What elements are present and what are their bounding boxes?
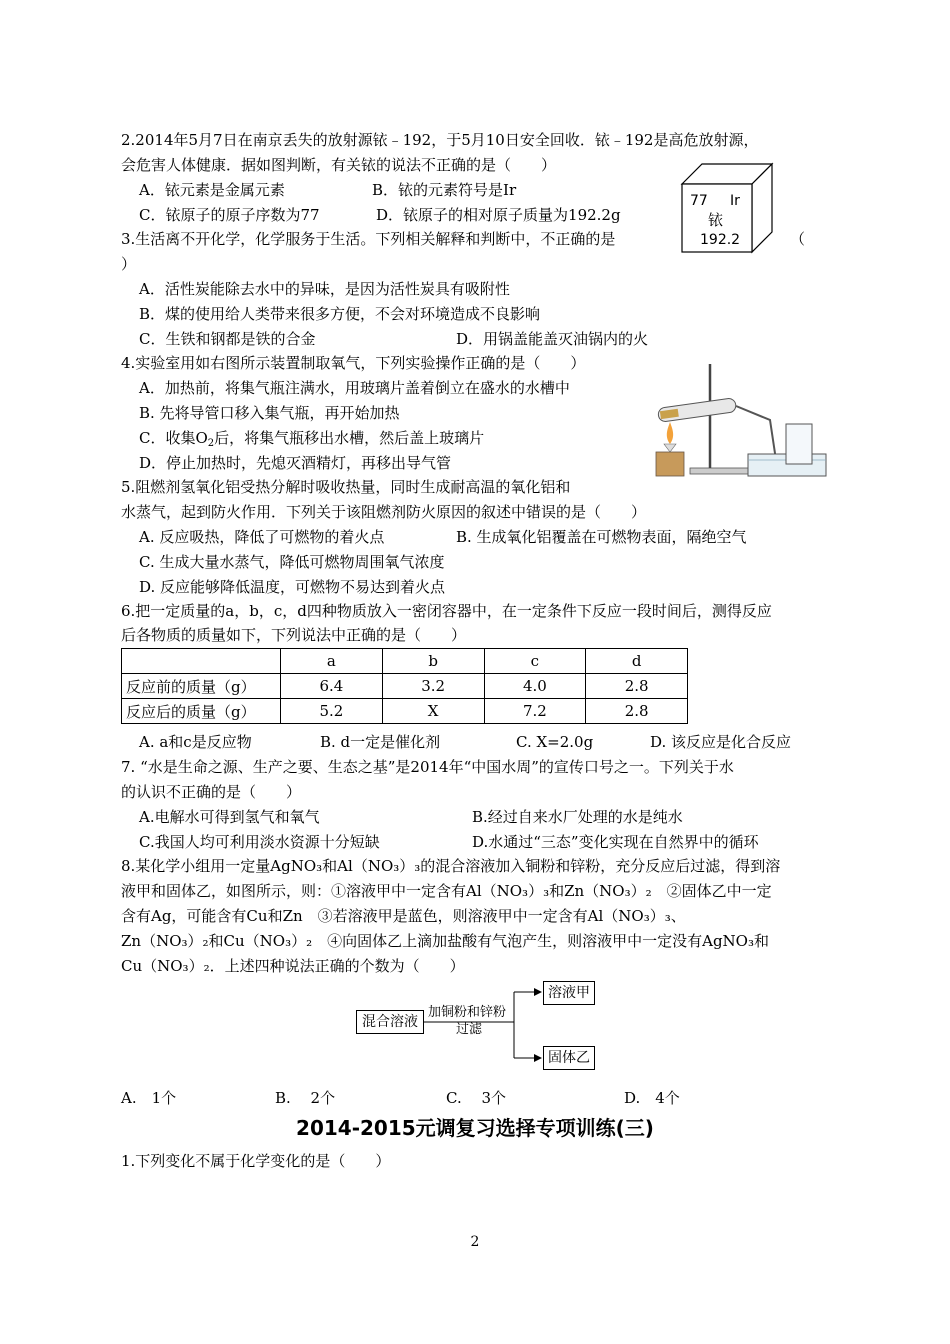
q3-option-c: C．生铁和钢都是铁的合金 <box>139 330 316 348</box>
q8-stem-line1: 8.某化学小组用一定量AgNO₃和Al（NO₃）₃的混合溶液加入铜粉和锌粉，充分反应后过滤，得到溶 <box>121 857 781 875</box>
q3-paren-open: （ <box>790 230 806 248</box>
q4-stem: 4.实验室用如右图所示装置制取氧气，下列实验操作正确的是（ ） <box>121 354 586 372</box>
next-question-1: 1.下列变化不属于化学变化的是（ ） <box>121 1152 391 1170</box>
element-symbol: Ir <box>730 193 740 209</box>
q2-stem-line2: 会危害人体健康．据如图判断，有关铱的说法不正确的是（ ） <box>121 156 557 174</box>
q3-option-b: B．煤的使用给人类带来很多方便，不会对环境造成不良影响 <box>139 305 541 323</box>
q7-option-a: A.电解水可得到氢气和氧气 <box>139 808 320 826</box>
table-cell: 反应前的质量（g） <box>122 674 281 699</box>
q6-option-c: C. X=2.0g <box>516 733 594 751</box>
element-mass: 192.2 <box>700 232 741 248</box>
q5-option-c: C. 生成大量水蒸气，降低可燃物周围氧气浓度 <box>139 553 445 571</box>
q7-option-c: C.我国人均可利用淡水资源十分短缺 <box>139 833 380 851</box>
q4-option-b: B. 先将导管口移入集气瓶，再开始加热 <box>139 404 400 422</box>
q8-stem-line3: 含有Ag，可能含有Cu和Zn ③若溶液甲是蓝色，则溶液甲中一定含有Al（NO₃）₃、 <box>121 907 686 925</box>
q8-stem-line2: 液甲和固体乙，如图所示，则：①溶液甲中一定含有Al（NO₃）₃和Zn（NO₃）₂ ②固体乙中一定 <box>121 882 772 900</box>
q2-stem-line1: 2.2014年5月7日在南京丢失的放射源铱﹣192，于5月10日安全回收．铱﹣192是高危放射源， <box>121 131 759 149</box>
table-cell: 2.8 <box>586 699 688 724</box>
table-header-cell: a <box>281 649 383 674</box>
q3-option-d: D．用锅盖能盖灭油锅内的火 <box>456 330 649 348</box>
q6-option-d: D. 该反应是化合反应 <box>650 733 792 751</box>
table-cell: 7.2 <box>484 699 586 724</box>
q8-option-d: D. 4个 <box>624 1089 680 1107</box>
flow-process-label: 过滤 <box>456 1022 483 1037</box>
q5-stem-line2: 水蒸气，起到防火作用．下列关于该阻燃剂防火原因的叙述中错误的是（ ） <box>121 503 647 521</box>
table-cell: 3.2 <box>382 674 484 699</box>
q4-option-d: D．停止加热时，先熄灭酒精灯，再移出导气管 <box>139 454 452 472</box>
table-header-cell: c <box>484 649 586 674</box>
q5-stem-line1: 5.阻燃剂氢氧化铝受热分解时吸收热量，同时生成耐高温的氧化铝和 <box>121 478 571 496</box>
table-cell: 4.0 <box>484 674 586 699</box>
q5-option-b: B. 生成氧化铝覆盖在可燃物表面，隔绝空气 <box>456 528 747 546</box>
q3-paren-close: ） <box>121 255 137 273</box>
q6-mass-table <box>121 648 688 724</box>
q2-option-d: D．铱原子的相对原子质量为192.2g <box>376 206 621 224</box>
q4-option-c: C．收集$O_2$后，将集气瓶移出水槽，然后盖上玻璃片 <box>139 429 485 449</box>
element-name: 铱 <box>708 211 724 229</box>
q8-option-c: C. 3个 <box>446 1089 507 1107</box>
q6-stem-line1: 6.把一定质量的a，b，c，d四种物质放入一密闭容器中，在一定条件下反应一段时间后，测得反应 <box>121 602 772 620</box>
q2-option-c: C．铱原子的原子序数为77 <box>139 206 320 224</box>
table-header-cell: b <box>382 649 484 674</box>
page-number: 2 <box>470 1234 480 1250</box>
table-cell: 6.4 <box>281 674 383 699</box>
q5-option-a: A. 反应吸热，降低了可燃物的着火点 <box>139 528 385 546</box>
table-cell: 5.2 <box>281 699 383 724</box>
q6-option-b: B. d一定是催化剂 <box>320 733 441 751</box>
q7-option-b: B.经过自来水厂处理的水是纯水 <box>472 808 683 826</box>
table-header-cell: d <box>586 649 688 674</box>
q7-stem-line2: 的认识不正确的是（ ） <box>121 783 302 801</box>
table-cell: 反应后的质量（g） <box>122 699 281 724</box>
q2-option-b: B．铱的元素符号是Ir <box>372 181 517 199</box>
table-row <box>122 674 688 699</box>
table-header-row <box>122 649 688 674</box>
flow-reagent-label: 加铜粉和锌粉 <box>428 1005 507 1020</box>
table-row <box>122 699 688 724</box>
q2-option-a: A．铱元素是金属元素 <box>139 181 285 199</box>
q8-option-a: A. 1个 <box>121 1089 177 1107</box>
q3-option-a: A．活性炭能除去水中的异味，是因为活性炭具有吸附性 <box>139 280 510 298</box>
q6-option-a: A. a和c是反应物 <box>139 733 252 751</box>
table-cell: 2.8 <box>586 674 688 699</box>
q4-option-a: A．加热前，将集气瓶注满水，用玻璃片盖着倒立在盛水的水槽中 <box>139 379 570 397</box>
q8-stem-line4: Zn（NO₃）₂和Cu（NO₃）₂ ④向固体乙上滴加盐酸有气泡产生，则溶液甲中一定没有AgNO₃和 <box>121 932 769 950</box>
element-atomic-number: 77 <box>690 193 708 209</box>
flow-solution-box: 溶液甲 <box>543 981 595 1005</box>
oxygen-apparatus-illustration <box>650 360 830 480</box>
flow-solid-box: 固体乙 <box>543 1046 595 1070</box>
table-header-cell <box>122 649 281 674</box>
section-title: 2014-2015元调复习选择专项训练(三) <box>296 1116 654 1140</box>
q7-stem-line1: 7. “水是生命之源、生产之要、生态之基”是2014年“中国水周”的宣传口号之一。下列关于水 <box>121 758 734 776</box>
flow-start-box: 混合溶液 <box>356 1010 424 1034</box>
q7-option-d: D.水通过“三态”变化实现在自然界中的循环 <box>472 833 759 851</box>
q8-stem-line5: Cu（NO₃）₂．上述四种说法正确的个数为（ ） <box>121 957 465 975</box>
table-cell: X <box>382 699 484 724</box>
q5-option-d: D. 反应能够降低温度，可燃物不易达到着火点 <box>139 578 446 596</box>
q3-stem-line1: 3.生活离不开化学，化学服务于生活。下列相关解释和判断中，不正确的是 <box>121 230 616 248</box>
q8-option-b: B. 2个 <box>275 1089 336 1107</box>
q6-stem-line2: 后各物质的质量如下，下列说法中正确的是（ ） <box>121 626 467 644</box>
